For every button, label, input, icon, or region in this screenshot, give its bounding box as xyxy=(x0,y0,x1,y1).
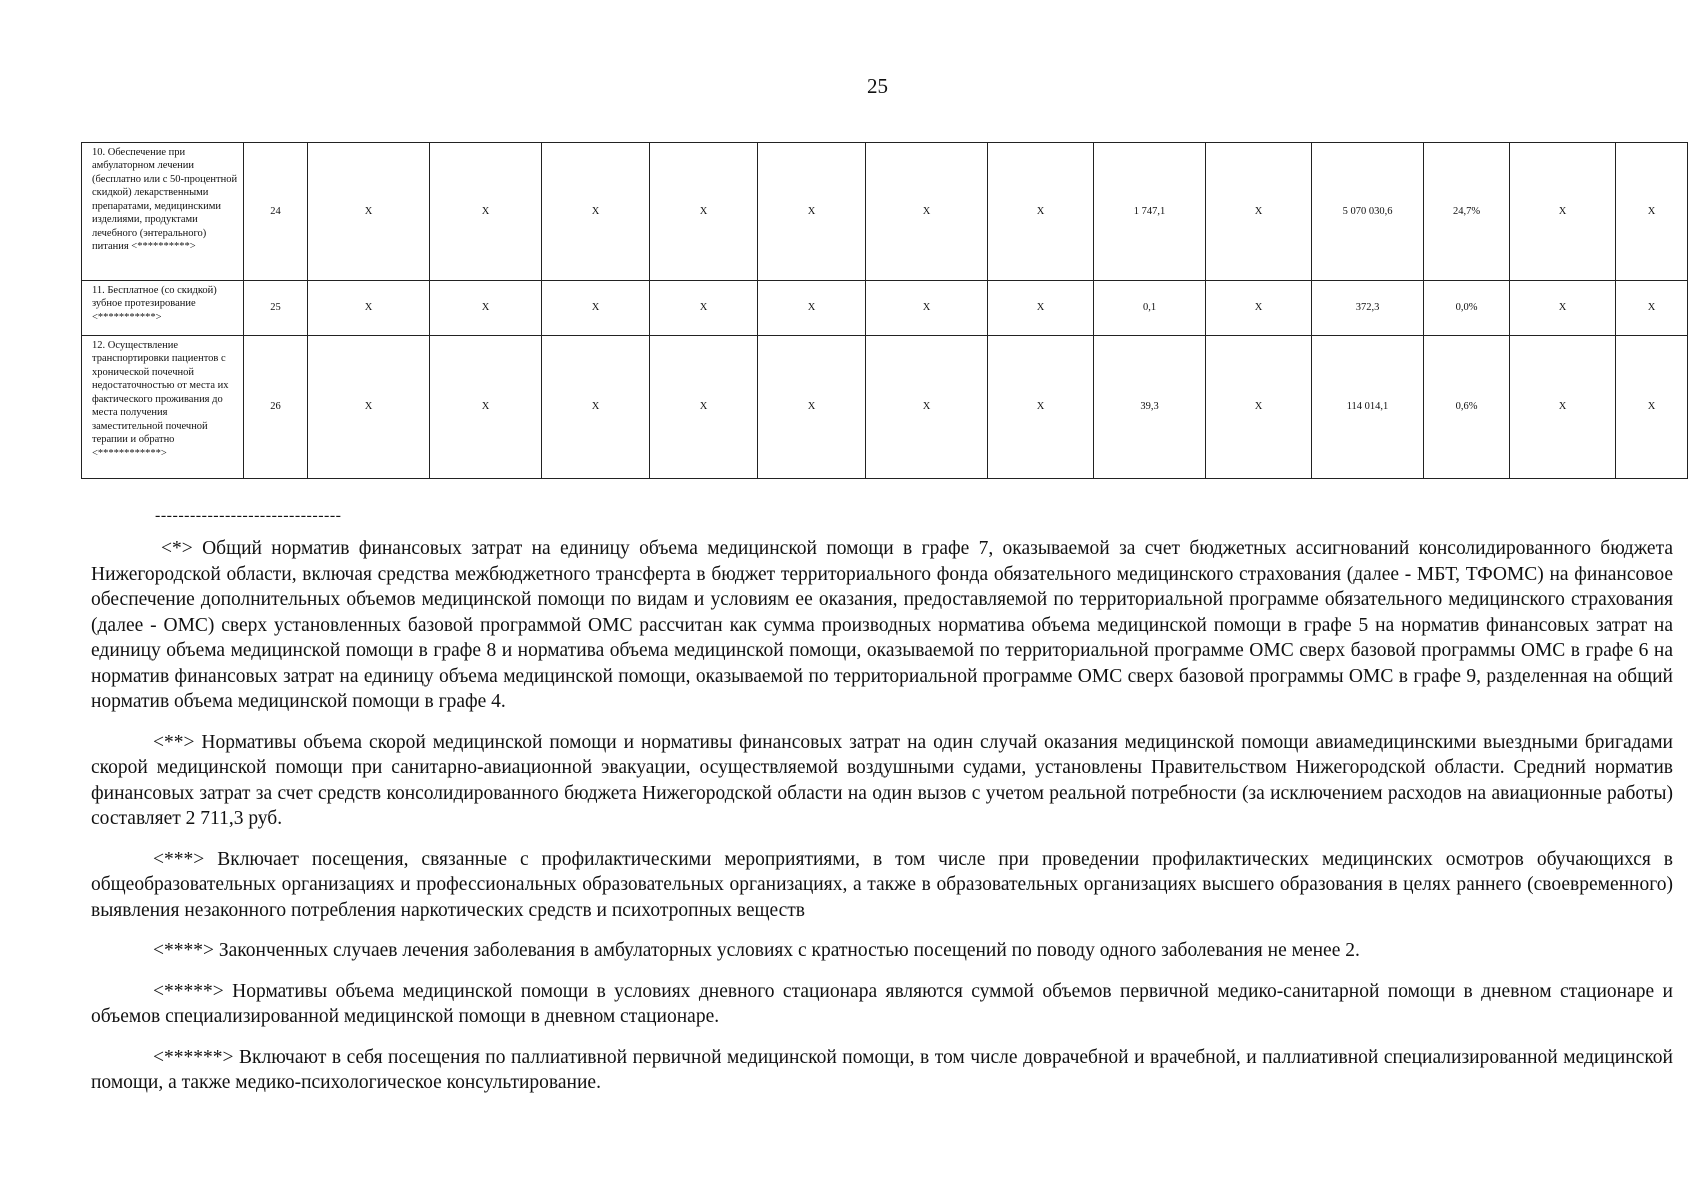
table-cell: X xyxy=(308,336,430,479)
table-cell: X xyxy=(650,281,758,336)
table-cell: X xyxy=(988,281,1094,336)
row-label: 12. Осуществление транспортировки пациентов с хронической почечной недостаточностью от места их фактического проживания до места получения заместительной почечной терапии и обратно <************> xyxy=(82,336,244,479)
footnote-2: <**> Нормативы объема скорой медицинской помощи и нормативы финансовых затрат на один случай оказания медицинской помощи авиамедицинскими выездными бригадами скорой медицинской помощи при санитарно-авиационной эвакуации, осуществляемой воздушными судами, установлены Правительством Нижегородской области. Средний норматив финансовых затрат за счет средств консолидированного бюджета Нижегородской области на один вызов с учетом реальной потребности (за исключением расходов на авиационные работы) составляет 2 711,3 руб. xyxy=(91,731,1673,829)
table-cell: X xyxy=(1616,336,1688,479)
table-cell: 114 014,1 xyxy=(1312,336,1424,479)
table-cell: 39,3 xyxy=(1094,336,1206,479)
table-cell: X xyxy=(988,336,1094,479)
table-cell: X xyxy=(1616,143,1688,281)
table-cell: X xyxy=(542,336,650,479)
table-cell: X xyxy=(650,336,758,479)
table-cell: X xyxy=(308,143,430,281)
table-cell: X xyxy=(430,336,542,479)
table-cell: 0,0% xyxy=(1424,281,1510,336)
table-cell: X xyxy=(758,143,866,281)
footnote-separator: -------------------------------- xyxy=(155,507,342,524)
footnote-4: <****> Законченных случаев лечения заболевания в амбулаторных условиях с кратностью посещений по поводу одного заболевания не менее 2. xyxy=(153,940,1360,961)
table-row xyxy=(82,281,1688,336)
footnote-6: <******> Включают в себя посещения по паллиативной первичной медицинской помощи, в том числе доврачебной и врачебной, и паллиативной специализированной медицинской помощи, а также медико-психологическое консультирование. xyxy=(91,1046,1673,1093)
table-cell: 24 xyxy=(244,143,308,281)
table-cell: X xyxy=(866,336,988,479)
table-row xyxy=(82,336,1688,479)
table-cell: X xyxy=(542,143,650,281)
table-cell: X xyxy=(430,143,542,281)
table-cell: X xyxy=(758,281,866,336)
footnote-5: <*****> Нормативы объема медицинской помощи в условиях дневного стационара являются суммой объемов первичной медико-санитарной помощи в дневном стационаре и объемов специализированной медицинской помощи в дневном стационаре. xyxy=(91,980,1673,1027)
table-cell: X xyxy=(430,281,542,336)
data-table xyxy=(81,142,1688,479)
page-number: 25 xyxy=(867,74,888,98)
table-cell: X xyxy=(758,336,866,479)
table-cell: X xyxy=(1510,336,1616,479)
table-cell: 24,7% xyxy=(1424,143,1510,281)
table-cell: 26 xyxy=(244,336,308,479)
row-label: 11. Бесплатное (со скидкой) зубное протезирование <***********> xyxy=(82,281,244,336)
footnote-1: <*> Общий норматив финансовых затрат на единицу объема медицинской помощи в графе 7, оказываемой за счет бюджетных ассигнований консолидированного бюджета Нижегородской области, включая средства межбюджетного трансферта в бюджет территориального фонда обязательного медицинского страхования (далее - МБТ, ТФОМС) на финансовое обеспечение дополнительных объемов медицинской помощи по видам и условиям ее оказания, предоставляемой по территориальной программе обязательного медицинского страхования (далее - ОМС) сверх установленных базовой программой ОМС рассчитан как сумма производных норматива объема медицинской помощи в графе 5 на норматив финансовых затрат на единицу объема медицинской помощи в графе 8 и норматива объема медицинской помощи, оказываемой по территориальной программе ОМС сверх базовой программы ОМС в графе 6 на норматив финансовых затрат на единицу объема медицинской помощи, оказываемой по территориальной программе ОМС сверх базовой программы ОМС в графе 9, разделенная на общий норматив объема медицинской помощи в графе 4. xyxy=(91,538,1673,712)
table-cell: X xyxy=(1206,143,1312,281)
table-cell: X xyxy=(650,143,758,281)
table-cell: X xyxy=(308,281,430,336)
row-label: 10. Обеспечение при амбулаторном лечении (бесплатно или с 50-процентной скидкой) лекарственными препаратами, медицинскими изделиями, продуктами лечебного (энтерального) питания <**********> xyxy=(82,143,244,281)
table-cell: X xyxy=(1206,336,1312,479)
table-cell: 5 070 030,6 xyxy=(1312,143,1424,281)
table-cell: 1 747,1 xyxy=(1094,143,1206,281)
table-cell: X xyxy=(542,281,650,336)
table-cell: 25 xyxy=(244,281,308,336)
table-cell: X xyxy=(1510,281,1616,336)
table-row xyxy=(82,143,1688,281)
table-cell: X xyxy=(866,143,988,281)
table-cell: 0,6% xyxy=(1424,336,1510,479)
table-cell: X xyxy=(1510,143,1616,281)
footnotes xyxy=(91,536,1673,1111)
table-cell: 372,3 xyxy=(1312,281,1424,336)
table-cell: 0,1 xyxy=(1094,281,1206,336)
footnote-3: <***> Включает посещения, связанные с профилактическими мероприятиями, в том числе при проведении профилактических медицинских осмотров обучающихся в общеобразовательных организациях и профессиональных образовательных организациях, а также в образовательных организациях высшего образования в целях раннего (своевременного) выявления незаконного потребления наркотических средств и психотропных веществ xyxy=(91,848,1673,921)
table-cell: X xyxy=(1206,281,1312,336)
table-cell: X xyxy=(1616,281,1688,336)
table-cell: X xyxy=(866,281,988,336)
table-cell: X xyxy=(988,143,1094,281)
